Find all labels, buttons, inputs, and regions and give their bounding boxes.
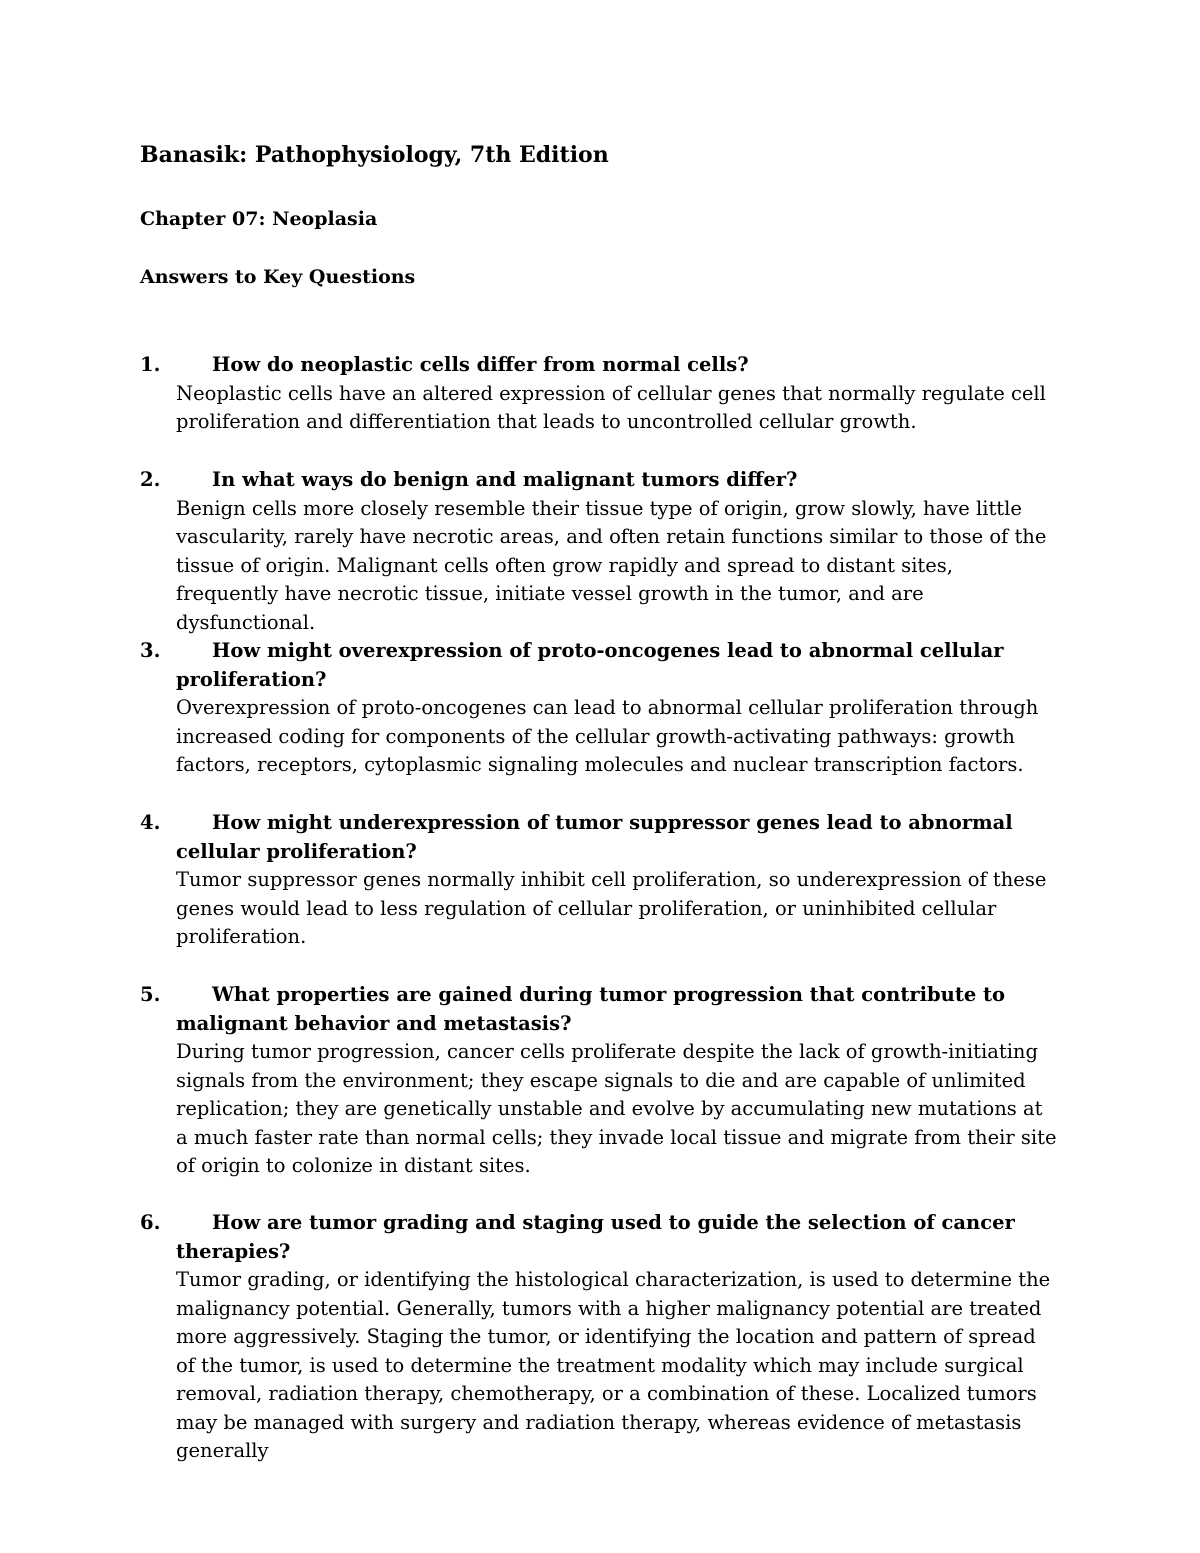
answer-text: Tumor suppressor genes normally inhibit cell proliferation, so underexpression of these genes would lead to less regulation of cellular proliferation, or uninhibited cellular proliferation. [176, 868, 1047, 948]
answer-text: During tumor progression, cancer cells proliferate despite the lack of growth-initiating signals from the environment; they escape signals to die and are capable of unlimited replication; they are genetically unstable and evolve by accumulating new mutations at a much faster rate than normal cells; they invade local tissue and migrate from their site of origin to colonize in distant sites. [176, 1040, 1057, 1177]
question-number: 4. [140, 811, 161, 834]
question-item [140, 1209, 1060, 1466]
question-item [140, 466, 1060, 637]
question-number: 3. [140, 639, 161, 662]
answer-text: Tumor grading, or identifying the histological characterization, is used to determine the malignancy potential. Generally, tumors with a higher malignancy potential are treated more aggressively. Staging the tumor, or identifying the location and pattern of spread of the tumor, is used to determine the treatment modality which may include surgical removal, radiation therapy, chemotherapy, or a combination of these. Localized tumors may be managed with surgery and radiation therapy, whereas evidence of metastasis generally [176, 1268, 1051, 1462]
question-number: 1. [140, 353, 161, 376]
answer-text: Overexpression of proto-oncogenes can lead to abnormal cellular proliferation through increased coding for components of the cellular growth-activating pathways: growth factors, receptors, cytoplasmic signaling molecules and nuclear transcription factors. [176, 696, 1039, 776]
question-item [140, 351, 1060, 437]
question-text: How might underexpression of tumor suppressor genes lead to abnormal cellular proliferation? [176, 811, 1013, 863]
chapter-heading: Chapter 07: Neoplasia [140, 208, 378, 230]
question-number: 2. [140, 468, 161, 491]
section-subtitle: Answers to Key Questions [140, 266, 416, 288]
question-number: 6. [140, 1211, 161, 1234]
answer-text: Neoplastic cells have an altered expression of cellular genes that normally regulate cell proliferation and differentiation that leads to uncontrolled cellular growth. [176, 381, 1046, 433]
question-item [140, 637, 1060, 780]
question-text: How do neoplastic cells differ from normal cells? [212, 353, 749, 376]
question-text: In what ways do benign and malignant tumors differ? [212, 468, 798, 491]
question-number: 5. [140, 983, 161, 1006]
answer-text: Benign cells more closely resemble their tissue type of origin, grow slowly, have little vascularity, rarely have necrotic areas, and often retain functions similar to those of the tissue of origin. Malignant cells often grow rapidly and spread to distant sites, frequently have necrotic tissue, initiate vessel growth in the tumor, and are dysfunctional. [176, 496, 1047, 634]
question-item [140, 809, 1060, 952]
document-title: Banasik: Pathophysiology, 7th Edition [140, 142, 609, 168]
question-text: How are tumor grading and staging used to guide the selection of cancer therapies? [176, 1211, 1015, 1263]
question-item [140, 981, 1060, 1181]
question-text: How might overexpression of proto-oncogenes lead to abnormal cellular proliferation? [176, 639, 1004, 691]
question-text: What properties are gained during tumor progression that contribute to malignant behavior and metastasis? [176, 983, 1006, 1035]
